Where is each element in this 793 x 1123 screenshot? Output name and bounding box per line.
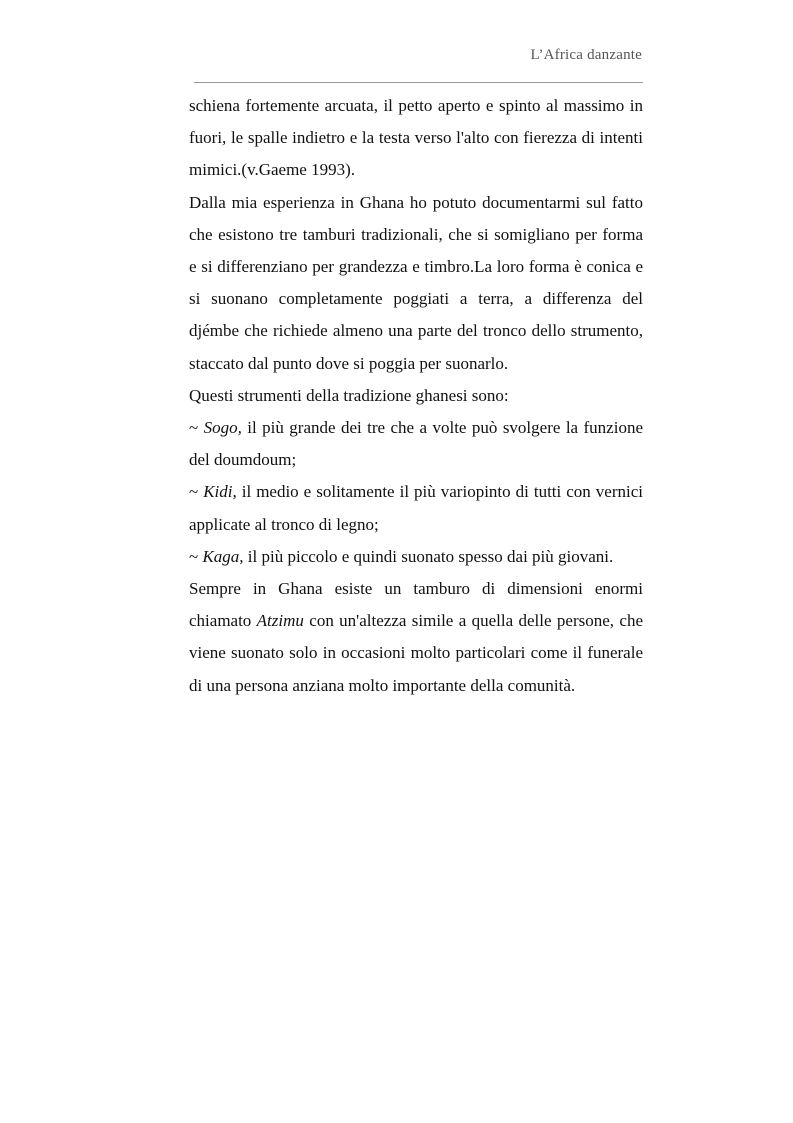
paragraph-3: Questi strumenti della tradizione ghanesi sono: — [189, 385, 509, 405]
drum-term-kidi: Kidi, — [203, 482, 237, 502]
paragraph-1: schiena fortemente arcuata, il petto aperto e spinto al massimo in fuori, le spalle indietro e la testa verso l'alto con fierezza di intenti mimici.(v.Gaeme 1993). — [189, 96, 643, 180]
list-item-prefix: ~ — [189, 418, 204, 438]
list-item-sogo — [189, 412, 643, 476]
list-item-text: il medio e solitamente il più variopinto di tutti con vernici applicate al tronco di legno; — [189, 482, 643, 534]
list-item-text: il più grande dei tre che a volte può svolgere la funzione del doumdoum; — [189, 418, 643, 470]
running-header: L’Africa danzante — [530, 47, 642, 63]
list-item-kaga — [189, 541, 643, 573]
list-item-prefix: ~ — [189, 482, 204, 502]
paragraph-4 — [189, 573, 643, 702]
body-text — [189, 90, 643, 702]
drum-term-kaga: Kaga, — [202, 546, 244, 566]
paragraph-4-after: con un'altezza simile a quella delle persone, che viene suonato solo in occasioni molto particolari come il funerale di una persona anziana molto importante della comunità. — [189, 611, 643, 695]
header-rule — [194, 82, 643, 83]
paragraph-4-before: Sempre in Ghana esiste un tamburo di dimensioni enormi chiamato — [189, 579, 643, 631]
paragraph-2: Dalla mia esperienza in Ghana ho potuto documentarmi sul fatto che esistono tre tamburi tradizionali, che si somigliano per forma e si differenziano per grandezza e timbro.La loro forma è conica e si suonano completamente poggiati a terra, a differenza del djémbe che richiede almeno una parte del tronco dello strumento, staccato dal punto dove si poggia per suonarlo. — [189, 192, 643, 373]
list-item-prefix: ~ — [189, 546, 203, 566]
list-item-text: il più piccolo e quindi suonato spesso dai più giovani. — [243, 546, 614, 566]
list-item-kidi — [189, 476, 643, 540]
drum-term-sogo: Sogo, — [203, 418, 242, 438]
drum-term-atzimu: Atzimu — [256, 611, 304, 631]
